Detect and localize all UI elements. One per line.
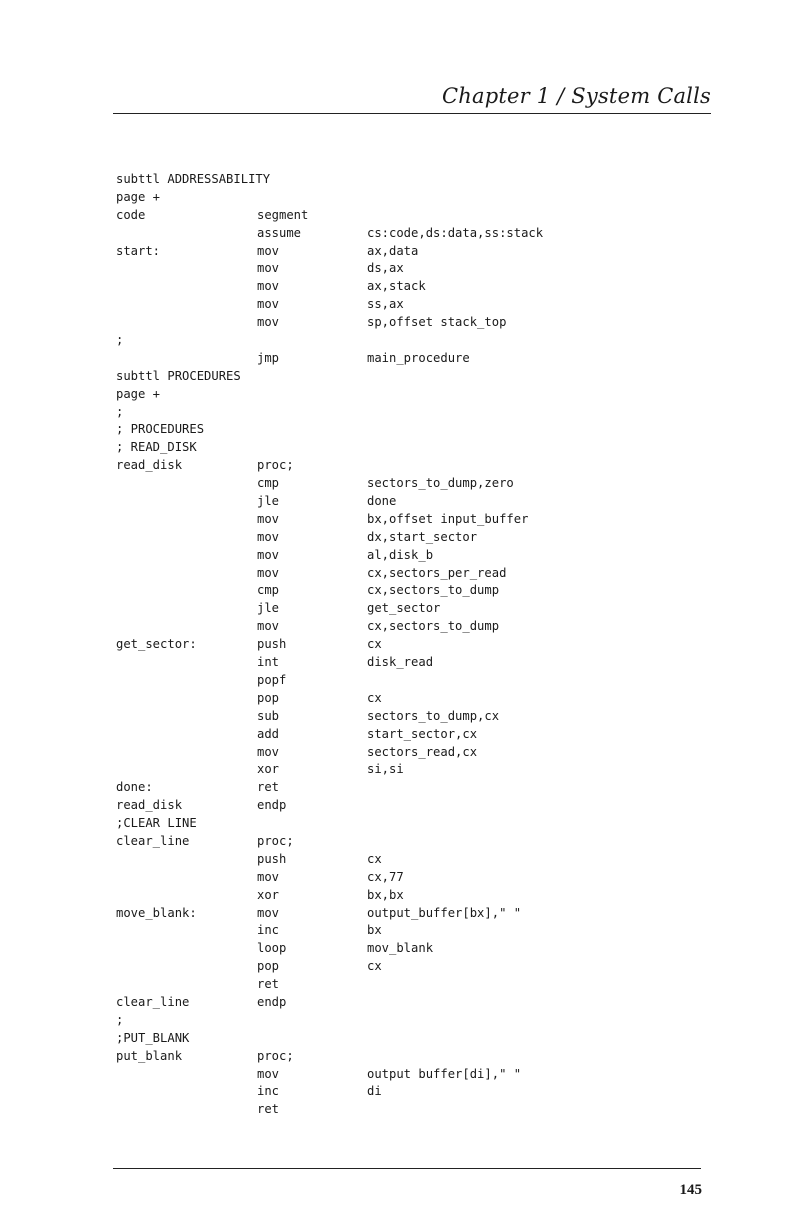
code-mnemonic: jmp	[257, 350, 280, 365]
code-line	[116, 869, 716, 887]
code-label: move_blank:	[116, 905, 197, 920]
code-mnemonic: mov	[257, 529, 280, 544]
code-line	[116, 708, 716, 726]
code-line	[116, 672, 716, 690]
code-mnemonic: mov	[257, 619, 280, 634]
code-operands: sp,offset stack_top	[367, 315, 507, 330]
code-mnemonic: add	[257, 726, 280, 741]
code-operands: ss,ax	[367, 297, 404, 312]
code-mnemonic: popf	[257, 672, 287, 687]
code-label: page +	[116, 189, 161, 204]
code-line	[116, 332, 716, 350]
code-mnemonic: mov	[257, 279, 280, 294]
code-line	[116, 171, 716, 189]
code-mnemonic: push	[257, 851, 287, 866]
code-mnemonic: inc	[257, 1084, 280, 1099]
code-mnemonic: inc	[257, 923, 280, 938]
code-operands: cx	[367, 637, 382, 652]
footer-rule	[113, 1168, 701, 1169]
code-mnemonic: loop	[257, 941, 287, 956]
code-operands: ax,data	[367, 243, 419, 258]
code-label: put_blank	[116, 1048, 183, 1063]
code-operands: start_sector,cx	[367, 726, 478, 741]
code-line	[116, 1101, 716, 1119]
code-mnemonic: mov	[257, 905, 280, 920]
code-label: done:	[116, 780, 153, 795]
code-label: start:	[116, 243, 161, 258]
code-operands: cx,77	[367, 869, 404, 884]
code-label: read_disk	[116, 798, 183, 813]
code-mnemonic: assume	[257, 225, 302, 240]
code-listing	[116, 171, 716, 1119]
code-mnemonic: cmp	[257, 476, 280, 491]
code-line	[116, 600, 716, 618]
code-line	[116, 905, 716, 923]
code-line	[116, 958, 716, 976]
code-mnemonic: mov	[257, 243, 280, 258]
code-line	[116, 815, 716, 833]
code-operands: ds,ax	[367, 261, 404, 276]
code-operands: bx,bx	[367, 887, 404, 902]
code-line	[116, 1083, 716, 1101]
code-line	[116, 582, 716, 600]
code-operands: si,si	[367, 762, 404, 777]
code-mnemonic: pop	[257, 690, 280, 705]
code-line	[116, 761, 716, 779]
code-line	[116, 243, 716, 261]
code-mnemonic: xor	[257, 762, 280, 777]
code-line	[116, 654, 716, 672]
code-label: ;CLEAR LINE	[116, 816, 197, 831]
code-label: subttl PROCEDURES	[116, 368, 241, 383]
code-line	[116, 797, 716, 815]
code-line	[116, 1066, 716, 1084]
code-mnemonic: endp	[257, 994, 287, 1009]
code-line	[116, 636, 716, 654]
code-mnemonic: mov	[257, 511, 280, 526]
code-operands: cs:code,ds:data,ss:stack	[367, 225, 544, 240]
code-line	[116, 457, 716, 475]
code-mnemonic: xor	[257, 887, 280, 902]
code-label: ;	[116, 404, 124, 419]
code-line	[116, 922, 716, 940]
code-operands: di	[367, 1084, 382, 1099]
code-line	[116, 1030, 716, 1048]
code-line	[116, 475, 716, 493]
code-line	[116, 1012, 716, 1030]
code-line	[116, 1048, 716, 1066]
code-operands: cx,sectors_per_read	[367, 565, 507, 580]
code-line	[116, 368, 716, 386]
code-mnemonic: mov	[257, 297, 280, 312]
code-mnemonic: ret	[257, 977, 280, 992]
code-line	[116, 511, 716, 529]
code-line	[116, 350, 716, 368]
code-operands: cx	[367, 959, 382, 974]
code-label: clear_line	[116, 994, 190, 1009]
code-mnemonic: proc;	[257, 458, 294, 473]
code-operands: sectors_to_dump,cx	[367, 708, 500, 723]
code-mnemonic: ret	[257, 1102, 280, 1117]
code-line	[116, 529, 716, 547]
header-rule	[113, 113, 711, 114]
code-mnemonic: proc;	[257, 833, 294, 848]
code-mnemonic: jle	[257, 601, 280, 616]
code-line	[116, 189, 716, 207]
code-operands: done	[367, 494, 397, 509]
code-line	[116, 887, 716, 905]
code-mnemonic: proc;	[257, 1048, 294, 1063]
code-mnemonic: mov	[257, 1066, 280, 1081]
code-operands: cx	[367, 690, 382, 705]
code-line	[116, 278, 716, 296]
code-line	[116, 439, 716, 457]
code-line	[116, 225, 716, 243]
code-operands: cx	[367, 851, 382, 866]
code-line	[116, 976, 716, 994]
code-label: ; PROCEDURES	[116, 422, 205, 437]
code-mnemonic: jle	[257, 494, 280, 509]
code-line	[116, 744, 716, 762]
code-mnemonic: endp	[257, 798, 287, 813]
code-operands: ax,stack	[367, 279, 426, 294]
code-label: get_sector:	[116, 637, 197, 652]
code-line	[116, 940, 716, 958]
page-header: Chapter 1 / System Calls	[441, 84, 711, 108]
code-mnemonic: cmp	[257, 583, 280, 598]
code-line	[116, 565, 716, 583]
code-line	[116, 726, 716, 744]
code-mnemonic: int	[257, 655, 280, 670]
code-operands: sectors_to_dump,zero	[367, 476, 514, 491]
code-line	[116, 404, 716, 422]
code-mnemonic: mov	[257, 547, 280, 562]
code-operands: dx,start_sector	[367, 529, 478, 544]
code-mnemonic: mov	[257, 744, 280, 759]
code-label: code	[116, 207, 146, 222]
code-operands: bx,offset input_buffer	[367, 511, 529, 526]
code-line	[116, 296, 716, 314]
code-line	[116, 260, 716, 278]
code-line	[116, 493, 716, 511]
code-mnemonic: mov	[257, 315, 280, 330]
code-line	[116, 547, 716, 565]
code-mnemonic: sub	[257, 708, 280, 723]
code-mnemonic: mov	[257, 869, 280, 884]
code-line	[116, 779, 716, 797]
code-operands: get_sector	[367, 601, 441, 616]
code-operands: output_buffer[bx]," "	[367, 905, 522, 920]
code-label: subttl ADDRESSABILITY	[116, 172, 271, 186]
code-operands: cx,sectors_to_dump	[367, 583, 500, 598]
code-operands: mov_blank	[367, 941, 434, 956]
code-label: ;PUT_BLANK	[116, 1030, 190, 1045]
code-line	[116, 833, 716, 851]
code-operands: cx,sectors_to_dump	[367, 619, 500, 634]
code-mnemonic: mov	[257, 565, 280, 580]
code-label: clear_line	[116, 833, 190, 848]
code-line	[116, 386, 716, 404]
code-line	[116, 421, 716, 439]
code-mnemonic: pop	[257, 959, 280, 974]
code-line	[116, 207, 716, 225]
code-operands: output buffer[di]," "	[367, 1066, 522, 1081]
code-operands: main_procedure	[367, 350, 470, 365]
code-mnemonic: segment	[257, 207, 309, 222]
code-label: ; READ_DISK	[116, 440, 197, 455]
code-label: ;	[116, 1012, 124, 1027]
code-mnemonic: mov	[257, 261, 280, 276]
code-line	[116, 314, 716, 332]
code-mnemonic: push	[257, 637, 287, 652]
code-operands: bx	[367, 923, 382, 938]
code-mnemonic: ret	[257, 780, 280, 795]
code-line	[116, 690, 716, 708]
code-label: ;	[116, 333, 124, 348]
code-operands: sectors_read,cx	[367, 744, 478, 759]
code-operands: disk_read	[367, 655, 434, 670]
code-line	[116, 851, 716, 869]
code-line	[116, 618, 716, 636]
code-line	[116, 994, 716, 1012]
code-operands: al,disk_b	[367, 547, 434, 562]
code-label: page +	[116, 386, 161, 401]
code-label: read_disk	[116, 458, 183, 473]
page-number: 145	[679, 1182, 702, 1198]
